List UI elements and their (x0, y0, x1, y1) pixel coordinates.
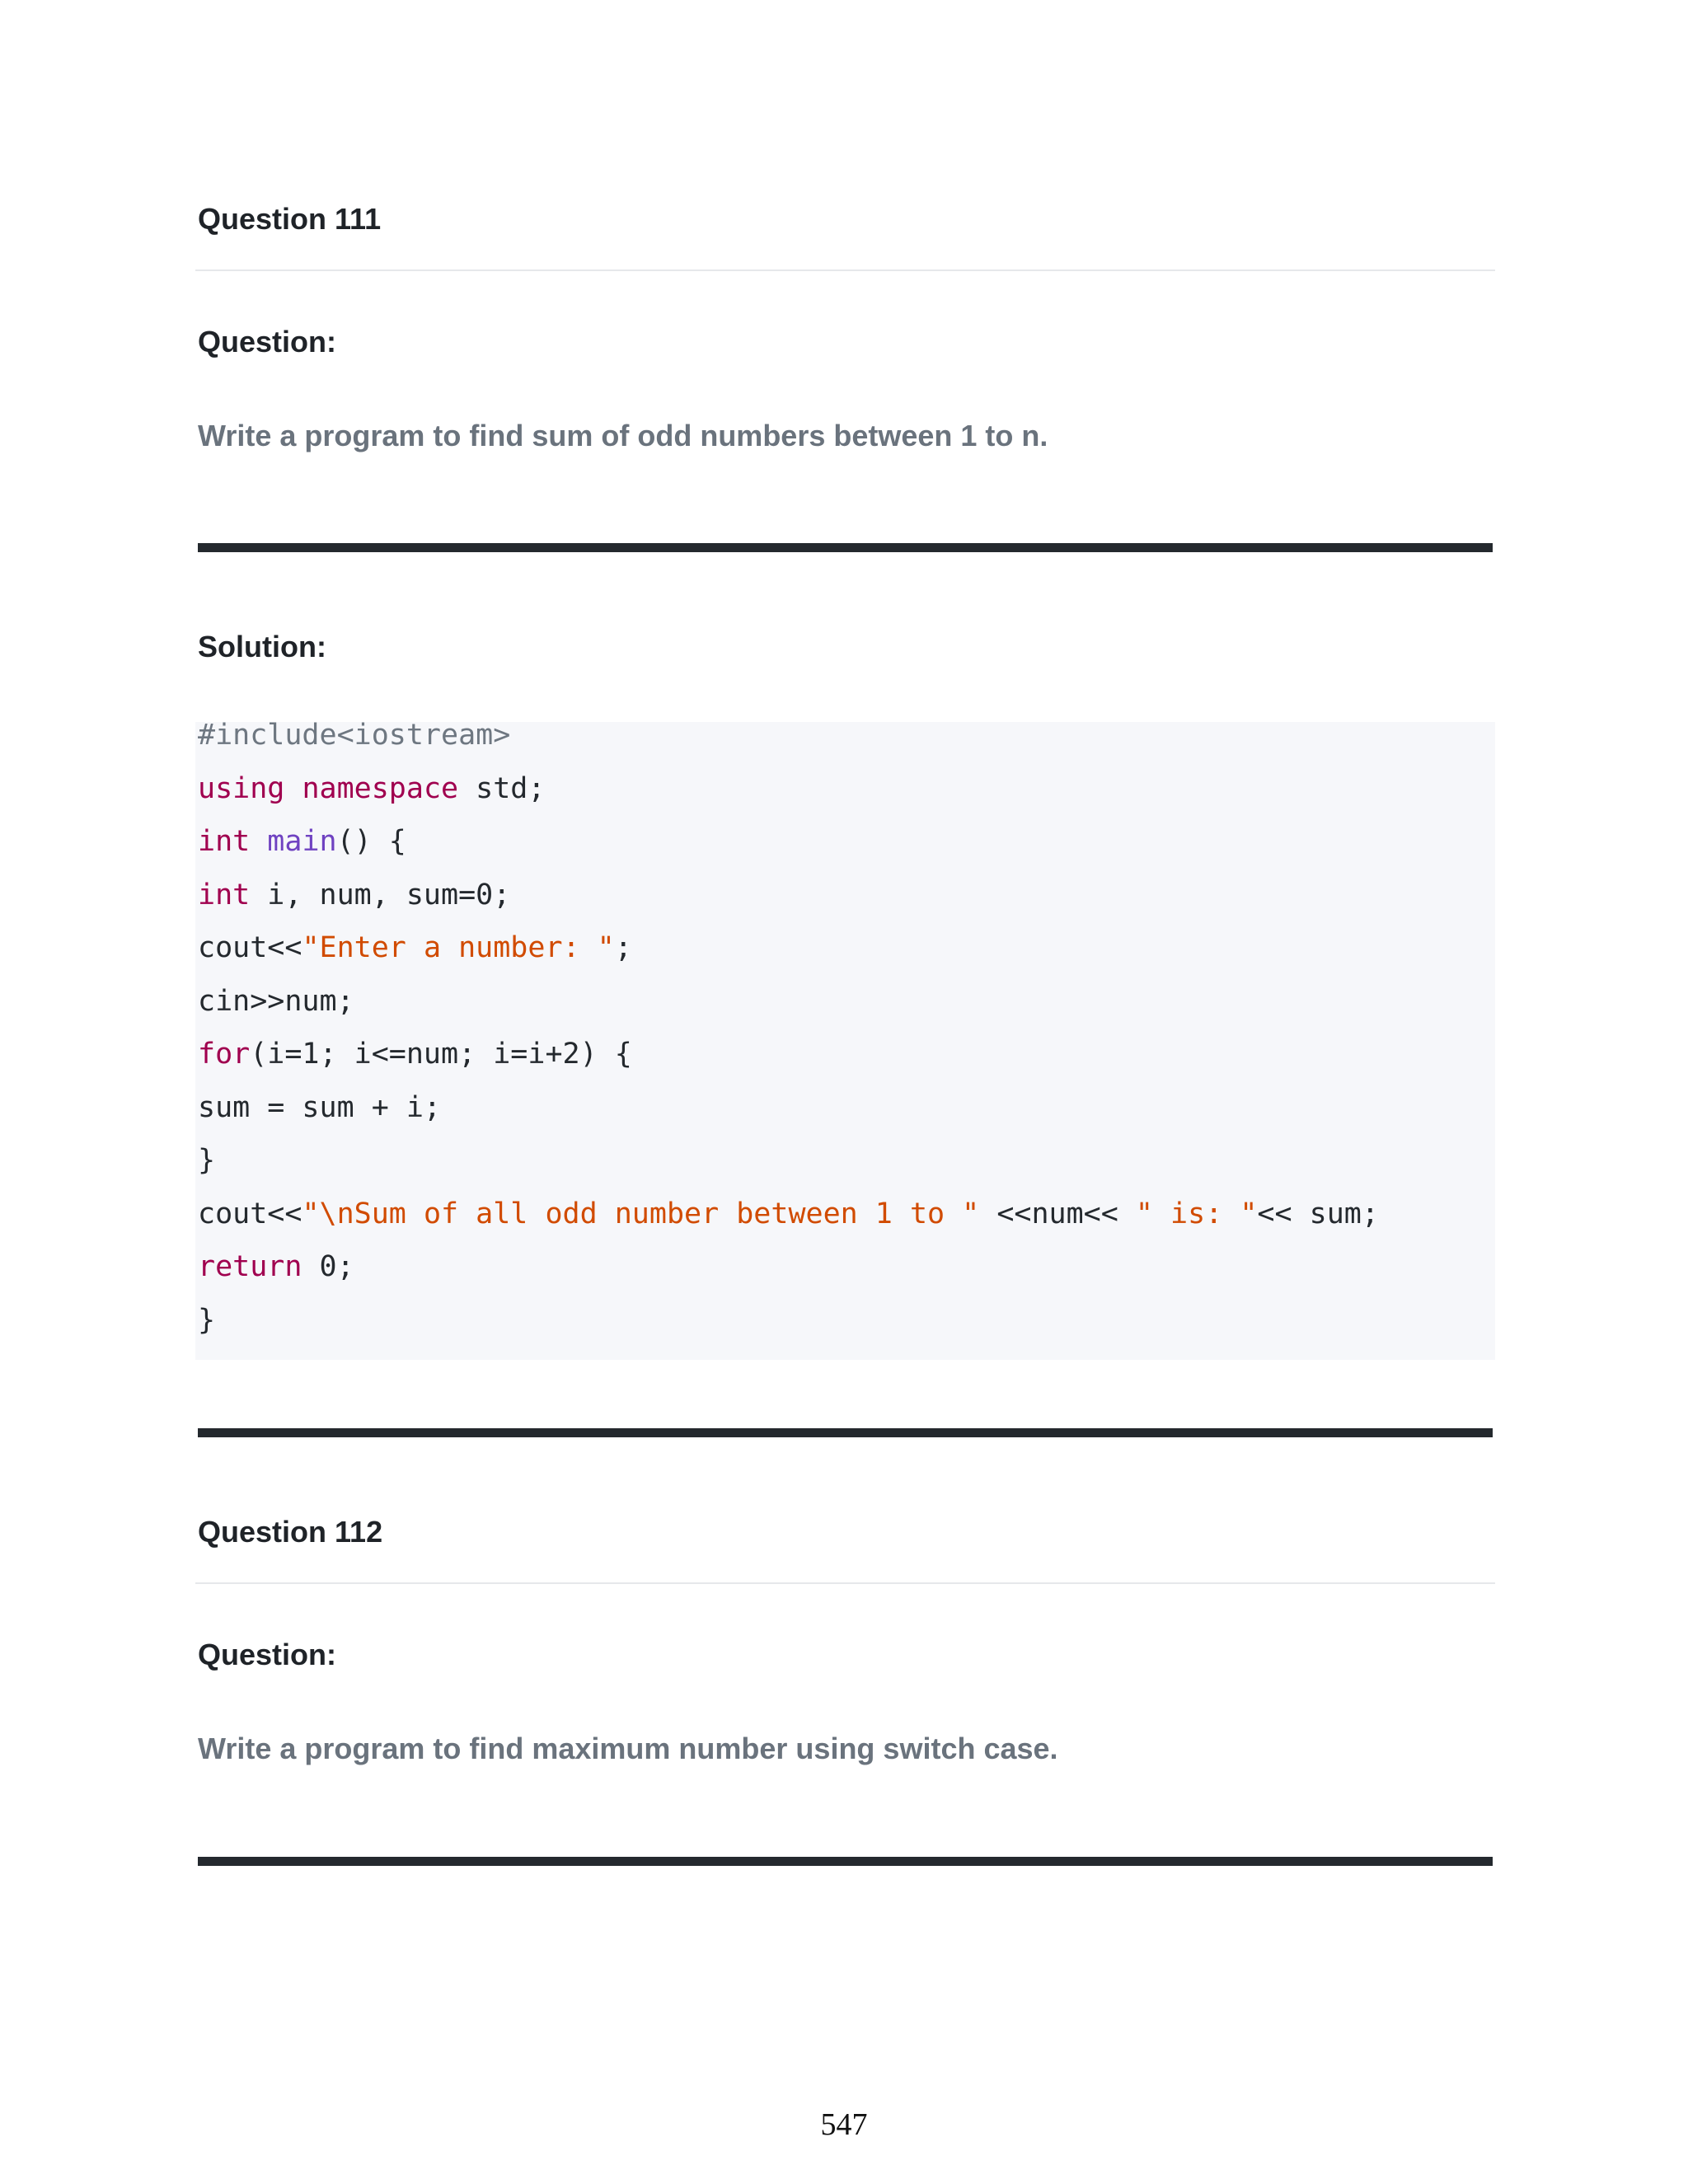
code-token: ; (614, 931, 632, 964)
code-token: using (198, 771, 285, 805)
section-divider (198, 1428, 1493, 1437)
code-line (198, 930, 632, 966)
code-line (198, 877, 510, 913)
code-token: 0; (302, 1250, 354, 1283)
code-token: for (198, 1038, 251, 1071)
code-line (198, 1090, 441, 1126)
solution-label: Solution: (198, 630, 326, 663)
code-token: } (198, 1144, 216, 1177)
question-112-title: Question 112 (198, 1515, 383, 1549)
code-token: (i=1; i<=num; i=i+2) { (250, 1038, 632, 1071)
code-token (284, 772, 302, 805)
code-token: " is: " (1135, 1197, 1258, 1230)
code-line (198, 1142, 215, 1179)
code-token: return (198, 1250, 302, 1283)
code-line (198, 717, 510, 753)
code-token: namespace (302, 771, 459, 805)
code-token: main (267, 825, 337, 858)
code-line (198, 1302, 215, 1338)
code-token: cout<< (198, 1197, 302, 1230)
code-token: "\nSum of all odd number between 1 to " (302, 1197, 980, 1230)
question-111-title: Question 111 (198, 202, 382, 236)
code-token: cin>>num; (198, 984, 354, 1018)
code-token: cout<< (198, 931, 302, 964)
code-line (198, 1249, 354, 1285)
code-token: << sum; (1257, 1197, 1379, 1230)
code-line (198, 983, 354, 1019)
code-token: #include<iostream> (198, 719, 511, 752)
question-label: Question: (198, 1638, 336, 1671)
code-token (250, 825, 267, 858)
question-111-text: Write a program to find sum of odd numbers between 1 to n. (198, 419, 1048, 452)
page-number: 547 (820, 2107, 868, 2142)
title-divider (195, 1582, 1495, 1584)
code-token: <<num<< (979, 1197, 1136, 1230)
code-line (198, 1196, 1379, 1232)
code-line (198, 823, 406, 860)
code-token: int (198, 878, 251, 912)
code-token: sum = sum + i; (198, 1090, 442, 1124)
code-token: } (198, 1303, 216, 1337)
section-divider (198, 543, 1493, 552)
code-token: "Enter a number: " (302, 931, 615, 964)
code-token: int (198, 825, 251, 858)
question-112-text: Write a program to find maximum number using switch case. (198, 1732, 1058, 1765)
code-line (198, 771, 545, 807)
code-token: () { (336, 825, 406, 858)
code-line (198, 1036, 632, 1072)
title-divider (195, 269, 1495, 271)
question-label: Question: (198, 325, 336, 359)
code-token: i, num, sum=0; (250, 878, 511, 912)
code-token: std; (458, 771, 546, 805)
section-divider (198, 1857, 1493, 1866)
